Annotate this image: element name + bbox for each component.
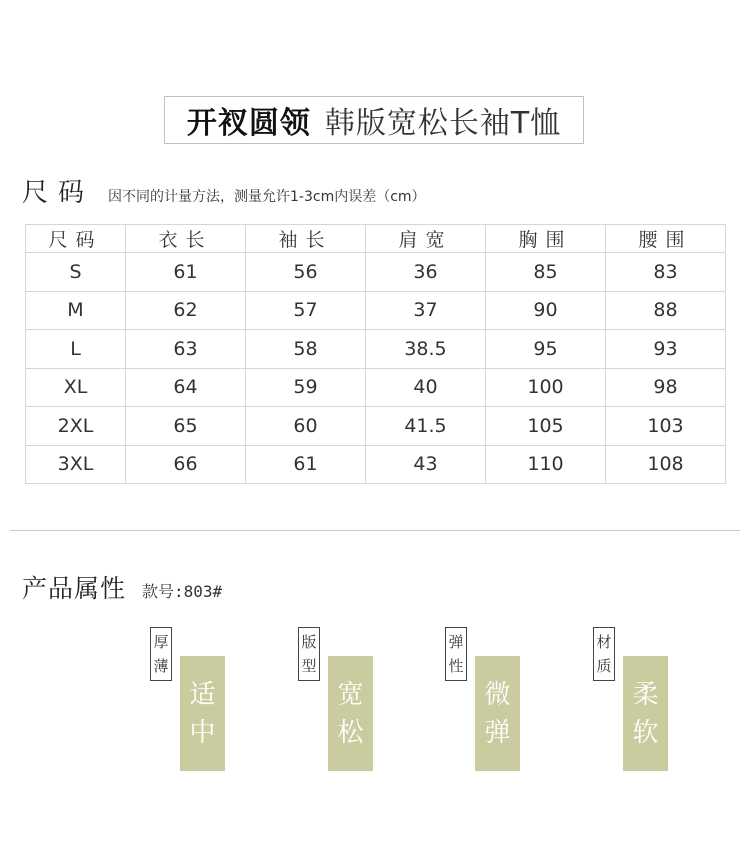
style-number: 款号:803#	[142, 582, 223, 601]
table-cell: 100	[486, 368, 606, 407]
attribute-label	[445, 627, 467, 681]
table-cell: 37	[366, 291, 486, 330]
value-char: 微	[484, 679, 511, 710]
value-char: 宽	[337, 679, 364, 710]
attribute-value	[328, 656, 373, 771]
table-cell: 36	[366, 253, 486, 292]
table-cell: 61	[246, 445, 366, 484]
table-cell: 103	[606, 407, 726, 446]
table-cell: 85	[486, 253, 606, 292]
table-cell: 62	[126, 291, 246, 330]
product-title	[164, 96, 584, 144]
table-cell: 108	[606, 445, 726, 484]
table-cell: 65	[126, 407, 246, 446]
table-cell: 41.5	[366, 407, 486, 446]
label-char: 材	[596, 633, 612, 651]
table-header-row	[26, 225, 726, 253]
attribute-fit	[298, 627, 373, 771]
table-cell: 57	[246, 291, 366, 330]
table-cell: 2XL	[26, 407, 126, 446]
attribute-value	[180, 656, 225, 771]
table-cell: 60	[246, 407, 366, 446]
table-cell: L	[26, 330, 126, 369]
attribute-material	[593, 627, 668, 771]
value-char: 适	[189, 679, 216, 710]
title-bold-part: 开衩圆领	[186, 106, 311, 141]
attribute-label	[593, 627, 615, 681]
table-cell: XL	[26, 368, 126, 407]
table-row	[26, 445, 726, 484]
header-sleeve: 袖长	[246, 225, 366, 253]
header-shoulder: 肩宽	[366, 225, 486, 253]
label-char: 性	[448, 657, 464, 675]
table-cell: 59	[246, 368, 366, 407]
header-waist: 腰围	[606, 225, 726, 253]
header-size: 尺码	[26, 225, 126, 253]
table-cell: 38.5	[366, 330, 486, 369]
title-rest-part: 韩版宽松长袖T恤	[324, 106, 562, 141]
table-cell: 61	[126, 253, 246, 292]
table-row	[26, 330, 726, 369]
table-cell: S	[26, 253, 126, 292]
table-cell: 110	[486, 445, 606, 484]
attribute-elasticity	[445, 627, 520, 771]
table-cell: 98	[606, 368, 726, 407]
table-cell: 83	[606, 253, 726, 292]
attribute-label	[150, 627, 172, 681]
table-cell: 43	[366, 445, 486, 484]
value-char: 松	[337, 717, 364, 748]
attributes-heading: 产品属性	[22, 574, 127, 603]
label-char: 弹	[448, 633, 464, 651]
table-cell: 66	[126, 445, 246, 484]
table-cell: 40	[366, 368, 486, 407]
table-cell: 95	[486, 330, 606, 369]
table-row	[26, 253, 726, 292]
header-length: 衣长	[126, 225, 246, 253]
attribute-thickness	[150, 627, 225, 771]
table-cell: 64	[126, 368, 246, 407]
table-cell: 63	[126, 330, 246, 369]
header-chest: 胸围	[486, 225, 606, 253]
attribute-value	[475, 656, 520, 771]
table-cell: M	[26, 291, 126, 330]
label-char: 版	[301, 633, 317, 651]
table-cell: 93	[606, 330, 726, 369]
attributes-section-header	[22, 569, 222, 605]
attribute-value	[623, 656, 668, 771]
table-row	[26, 291, 726, 330]
label-char: 质	[596, 657, 612, 675]
label-char: 薄	[153, 657, 169, 675]
table-cell: 105	[486, 407, 606, 446]
size-heading: 尺码	[22, 178, 95, 208]
value-char: 软	[632, 717, 659, 748]
section-divider	[10, 530, 740, 531]
size-measurement-note: 因不同的计量方法，测量允许1-3cm内误差（cm）	[108, 189, 426, 205]
table-cell: 58	[246, 330, 366, 369]
value-char: 柔	[632, 679, 659, 710]
table-cell: 88	[606, 291, 726, 330]
value-char: 中	[189, 717, 216, 748]
label-char: 型	[301, 657, 317, 675]
table-cell: 56	[246, 253, 366, 292]
table-cell: 90	[486, 291, 606, 330]
attribute-label	[298, 627, 320, 681]
table-row	[26, 368, 726, 407]
table-row	[26, 407, 726, 446]
label-char: 厚	[153, 633, 169, 651]
size-table	[25, 224, 726, 484]
size-section-header	[22, 172, 426, 209]
table-cell: 3XL	[26, 445, 126, 484]
value-char: 弹	[484, 717, 511, 748]
